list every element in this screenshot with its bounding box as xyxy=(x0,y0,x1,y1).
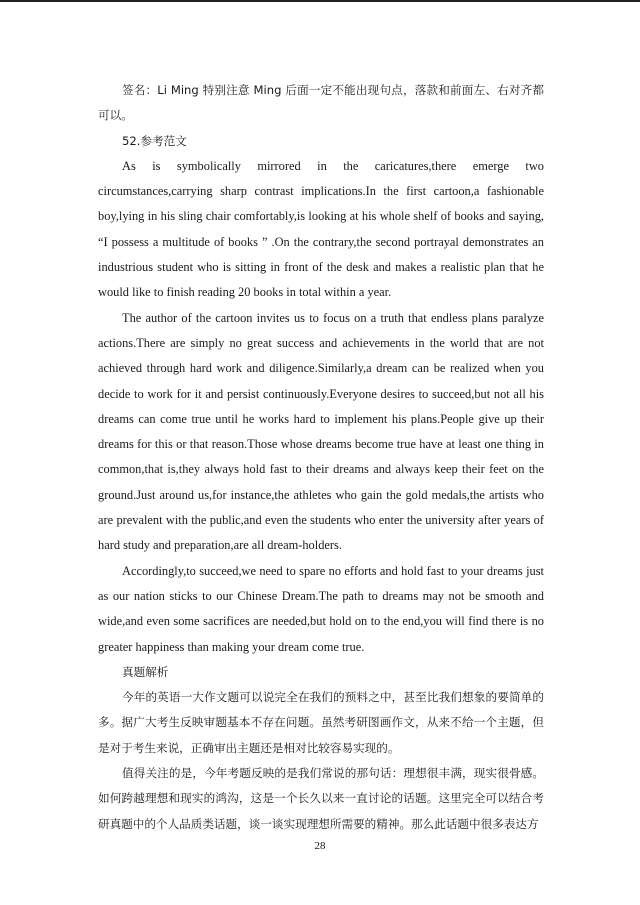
essay-paragraph-2: The author of the cartoon invites us to focus on a truth that endless plans paralyze actions.There are simply no great success and achievements in the world that are not achieved through hard work and diligence.Similarly,a dream can be realized when you decide to work for it and persist continuously.Everyone desires to succeed,but not all his dreams can come true until he works hard to implement his plans.People give up their dreams for this or that reason.Those whose dreams become true have at least one thing in common,that is,they always hold fast to their dreams and always keep their feet on the ground.Just around us,for instance,the athletes who gain the gold medals,the artists who are prevalent with the public,and even the students who enter the university after years of hard study and preparation,are all dream-holders. xyxy=(98,310,544,553)
analysis-paragraph-2: 值得关注的是，今年考题反映的是我们常说的那句话：理想很丰满，现实很骨感。如何跨越理想和现实的鸿沟，这是一个长久以来一直讨论的话题。这里完全可以结合考研真题中的个人品质类话题，谈一谈实现理想所需要的精神。那么此话题中很多表达方 xyxy=(98,766,544,831)
signature-note: 签名：Li Ming 特别注意 Ming 后面一定不能出现句点，落款和前面左、右对齐都可以。 xyxy=(98,83,544,123)
top-border-line xyxy=(0,0,640,2)
essay-paragraph-3: Accordingly,to succeed,we need to spare no efforts and hold fast to your dreams just as our nation sticks to our Chinese Dream.The path to dreams may not be smooth and wide,and even some sacrifices are needed,but hold on to the end,you will find there is no greater happiness than making your dream come true. xyxy=(98,563,544,654)
section-heading: 52.参考范文 xyxy=(122,133,187,148)
page-number: 28 xyxy=(314,840,326,852)
page-content xyxy=(98,78,544,837)
analysis-heading: 真题解析 xyxy=(122,664,169,679)
essay-paragraph-1: As is symbolically mirrored in the caricatures,there emerge two circumstances,carrying sharp contrast implications.In the first cartoon,a fashionable boy,lying in his sling chair comfortably,is looking at his whole shelf of books and saying, “I possess a multitude of books ” .On the contrary,the second portrayal demonstrates an industrious student who is sitting in front of the desk and makes a realistic plan that he would like to finish reading 20 books in total within a year. xyxy=(98,158,544,300)
analysis-paragraph-1: 今年的英语一大作文题可以说完全在我们的预料之中，甚至比我们想象的要简单的多。据广大考生反映审题基本不存在问题。虽然考研图画作文，从来不给一个主题，但是对于考生来说，正确审出主题还是相对比较容易实现的。 xyxy=(98,690,544,755)
